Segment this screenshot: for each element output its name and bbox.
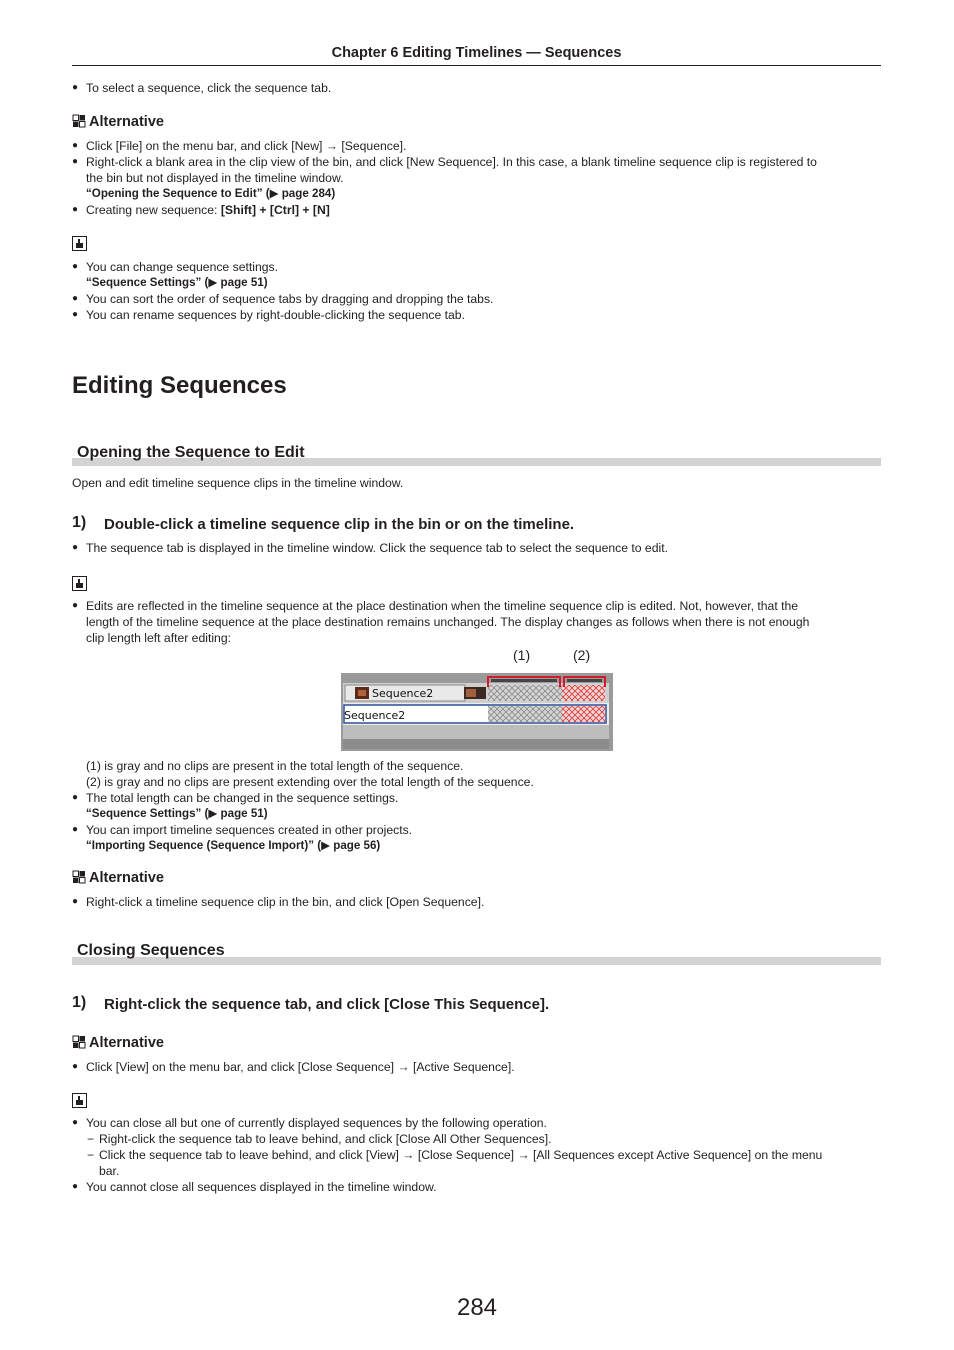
alt2-item-1: Right-click a timeline sequence clip in the bin, and click [Open Sequence]. [86, 895, 485, 909]
dash-marker: − [87, 1132, 95, 1146]
cross-reference-link[interactable]: “Importing Sequence (Sequence Import)” (▶ page 56) [86, 839, 381, 852]
timeline-figure [341, 667, 613, 751]
note2-item-1-cont: length of the timeline sequence at the place destination remains unchanged. The display changes as follows when there is not enough [86, 615, 810, 629]
subsection-heading: Closing Sequences [77, 942, 225, 959]
bullet-dot: ● [72, 1117, 79, 1128]
figure-explanation-2: (2) is gray and no clips are present extending over the total length of the sequence. [86, 775, 534, 789]
note3-sub-2: Click the sequence tab to leave behind, and click [View] → [Close Sequence] → [All Sequences except Active Sequence] on the menu [99, 1148, 823, 1162]
bullet-dot: ● [72, 600, 79, 611]
note-icon [72, 576, 87, 591]
alternative-icon [72, 114, 86, 128]
alternative-icon [72, 870, 86, 884]
figure-tab-label: Sequence2 [372, 687, 434, 700]
chapter-header: Chapter 6 Editing Timelines — Sequences [72, 45, 881, 66]
cross-reference-link[interactable]: “Opening the Sequence to Edit” (▶ page 284) [86, 187, 336, 200]
alternative-icon [72, 1035, 86, 1049]
note3-item-1: You can close all but one of currently displayed sequences by the following operation. [86, 1116, 547, 1130]
page-number: 284 [456, 1294, 498, 1321]
step-bullet: The sequence tab is displayed in the timeline window. Click the sequence tab to select the sequence to edit. [86, 541, 668, 555]
bullet-dot: ● [72, 824, 79, 835]
bullet-dot: ● [72, 204, 79, 215]
note2-item-1-cont: clip length left after editing: [86, 631, 231, 645]
subsection-description: Open and edit timeline sequence clips in the timeline window. [72, 476, 404, 490]
bullet-dot: ● [72, 309, 79, 320]
note2-item-2: The total length can be changed in the sequence settings. [86, 791, 399, 805]
dash-marker: − [87, 1148, 95, 1162]
section-title: Editing Sequences [72, 372, 287, 399]
alt1-item-1: Click [File] on the menu bar, and click [New] → [Sequence]. [86, 139, 407, 153]
intro-bullet-text: To select a sequence, click the sequence tab. [86, 81, 332, 95]
step-instruction: Double-click a timeline sequence clip in the bin or on the timeline. [104, 516, 575, 533]
bullet-dot: ● [72, 1061, 79, 1072]
cross-reference-link[interactable]: “Sequence Settings” (▶ page 51) [86, 276, 268, 289]
figure-clip-label: Sequence2 [344, 709, 406, 722]
note1-item-1: You can change sequence settings. [86, 260, 278, 274]
note-icon [72, 1093, 87, 1108]
figure-label-1: (1) [513, 647, 531, 663]
step-number: 1) [72, 514, 87, 531]
figure-label-2: (2) [573, 647, 591, 663]
alternative-heading: Alternative [72, 113, 164, 131]
shortcut-keys: [Shift] + [Ctrl] + [N] [220, 203, 330, 217]
alt1-item-2-cont: the bin but not displayed in the timeline window. [86, 171, 344, 185]
bullet-dot: ● [72, 792, 79, 803]
bullet-dot: ● [72, 293, 79, 304]
bullet-dot: ● [72, 140, 79, 151]
alternative-heading: Alternative [72, 869, 164, 887]
alt1-item-2: Right-click a blank area in the clip view of the bin, and click [New Sequence]. In this case, a blank timeline sequence clip is registered to [86, 155, 817, 169]
figure-explanation-1: (1) is gray and no clips are present in the total length of the sequence. [86, 759, 464, 773]
note3-item-2: You cannot close all sequences displayed in the timeline window. [86, 1180, 437, 1194]
note1-item-3: You can rename sequences by right-double-clicking the sequence tab. [86, 308, 465, 322]
step-number: 1) [72, 994, 87, 1011]
note3-sub-1: Right-click the sequence tab to leave behind, and click [Close All Other Sequences]. [99, 1132, 552, 1146]
bullet-dot: ● [72, 542, 79, 553]
note-icon [72, 236, 87, 251]
bullet-dot: ● [72, 896, 79, 907]
step-instruction: Right-click the sequence tab, and click [Close This Sequence]. [104, 996, 550, 1013]
note2-item-3: You can import timeline sequences created in other projects. [86, 823, 413, 837]
alt1-item-3: Creating new sequence: [Shift] + [Ctrl] + [N] [86, 203, 330, 217]
cross-reference-link[interactable]: “Sequence Settings” (▶ page 51) [86, 807, 268, 820]
note3-sub-2-cont: bar. [99, 1164, 120, 1178]
subsection-heading: Opening the Sequence to Edit [77, 444, 305, 461]
bullet-dot: ● [72, 1181, 79, 1192]
alternative-heading: Alternative [72, 1034, 164, 1052]
note1-item-2: You can sort the order of sequence tabs by dragging and dropping the tabs. [86, 292, 494, 306]
bullet-dot: ● [72, 261, 79, 272]
note2-item-1: Edits are reflected in the timeline sequence at the place destination when the timeline sequence clip is edited. Not, however, that the [86, 599, 799, 613]
bullet-dot: ● [72, 156, 79, 167]
bullet-dot: ● [72, 82, 79, 93]
alt3-item-1: Click [View] on the menu bar, and click [Close Sequence] → [Active Sequence]. [86, 1060, 515, 1074]
